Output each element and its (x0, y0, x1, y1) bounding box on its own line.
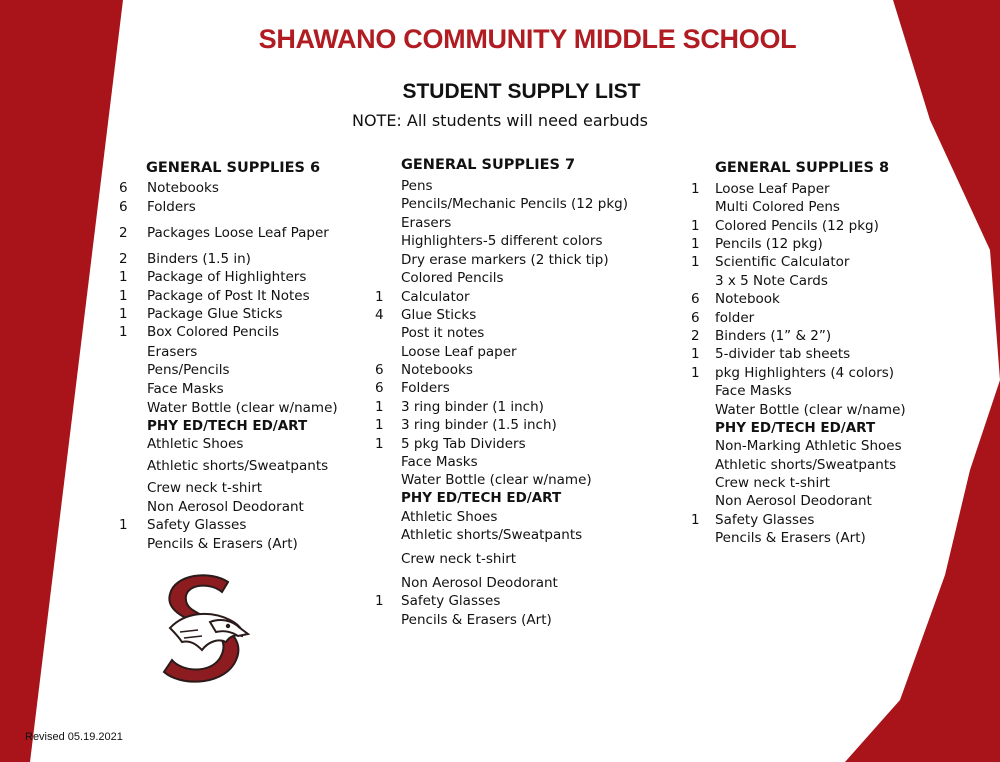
item-text: Non Aerosol Deodorant (147, 499, 304, 515)
item-quantity: 1 (691, 365, 700, 381)
item-text: 3 ring binder (1.5 inch) (401, 417, 557, 433)
item-text: Glue Sticks (401, 307, 477, 323)
item-text: Crew neck t-shirt (147, 480, 263, 496)
shawano-s-hawk-logo-icon (150, 572, 250, 684)
item-text: Athletic shorts/Sweatpants (401, 527, 583, 543)
item-text: Non Aerosol Deodorant (715, 493, 872, 509)
item-text: Colored Pencils (401, 270, 504, 286)
item-quantity: 1 (691, 236, 700, 252)
item-text: Pencils & Erasers (Art) (147, 536, 298, 552)
item-text: Pens/Pencils (147, 362, 230, 378)
item-text: Face Masks (147, 381, 224, 397)
item-quantity: 4 (375, 307, 384, 323)
item-text: Box Colored Pencils (147, 324, 279, 340)
item-text: Package of Post It Notes (147, 288, 310, 304)
section-subheading: PHY ED/TECH ED/ART (401, 490, 562, 506)
item-text: Pencils & Erasers (Art) (401, 612, 552, 628)
item-text: Calculator (401, 289, 470, 305)
item-text: Face Masks (401, 454, 478, 470)
item-text: Safety Glasses (147, 517, 247, 533)
item-quantity: 6 (375, 380, 384, 396)
item-text: 3 x 5 Note Cards (715, 273, 828, 289)
item-quantity: 1 (375, 417, 384, 433)
earbuds-note: NOTE: All students will need earbuds (351, 111, 649, 130)
item-quantity: 1 (375, 399, 384, 415)
school-name: SHAWANO COMMUNITY MIDDLE SCHOOL (258, 24, 797, 54)
item-quantity: 1 (691, 218, 700, 234)
item-text: Packages Loose Leaf Paper (147, 225, 329, 241)
item-text: Binders (1.5 in) (147, 251, 251, 267)
item-text: Pens (401, 178, 433, 194)
item-text: Athletic shorts/Sweatpants (715, 457, 897, 473)
item-quantity: 6 (119, 180, 128, 196)
item-text: Erasers (147, 344, 198, 360)
item-text: Binders (1” & 2”) (715, 328, 832, 344)
column-heading: GENERAL SUPPLIES 6 (146, 160, 321, 176)
item-quantity: 1 (691, 346, 700, 362)
item-text: Water Bottle (clear w/name) (147, 400, 338, 416)
item-quantity: 6 (375, 362, 384, 378)
item-text: Loose Leaf paper (401, 344, 517, 360)
item-text: Folders (147, 199, 196, 215)
item-quantity: 2 (119, 251, 128, 267)
item-text: Loose Leaf Paper (715, 181, 830, 197)
item-quantity: 6 (119, 199, 128, 215)
item-quantity: 1 (375, 593, 384, 609)
item-text: Crew neck t-shirt (401, 551, 517, 567)
item-quantity: 1 (691, 512, 700, 528)
item-text: Non-Marking Athletic Shoes (715, 438, 902, 454)
item-text: Athletic Shoes (401, 509, 498, 525)
item-quantity: 1 (375, 436, 384, 452)
item-quantity: 2 (119, 225, 128, 241)
item-quantity: 1 (119, 269, 128, 285)
item-text: Package of Highlighters (147, 269, 307, 285)
item-text: 3 ring binder (1 inch) (401, 399, 544, 415)
column-heading: GENERAL SUPPLIES 7 (401, 157, 576, 173)
item-quantity: 1 (691, 181, 700, 197)
item-quantity: 1 (119, 517, 128, 533)
list-title: STUDENT SUPPLY LIST (402, 80, 641, 103)
item-text: Athletic shorts/Sweatpants (147, 458, 329, 474)
column-heading: GENERAL SUPPLIES 8 (715, 160, 890, 176)
item-text: Dry erase markers (2 thick tip) (401, 252, 609, 268)
item-text: Safety Glasses (715, 512, 815, 528)
item-text: Pencils (12 pkg) (715, 236, 823, 252)
item-quantity: 1 (119, 306, 128, 322)
item-text: Athletic Shoes (147, 436, 244, 452)
item-text: Non Aerosol Deodorant (401, 575, 558, 591)
item-quantity: 1 (119, 288, 128, 304)
revised-date: Revised 05.19.2021 (25, 731, 123, 743)
item-quantity: 1 (119, 324, 128, 340)
item-text: Colored Pencils (12 pkg) (715, 218, 879, 234)
section-subheading: PHY ED/TECH ED/ART (715, 420, 876, 436)
item-text: Pencils/Mechanic Pencils (12 pkg) (401, 196, 628, 212)
item-text: Scientific Calculator (715, 254, 850, 270)
item-text: folder (715, 310, 755, 326)
item-text: Multi Colored Pens (715, 199, 840, 215)
item-text: Notebooks (147, 180, 219, 196)
item-text: Pencils & Erasers (Art) (715, 530, 866, 546)
item-text: Folders (401, 380, 450, 396)
item-text: 5 pkg Tab Dividers (401, 436, 526, 452)
item-quantity: 6 (691, 291, 700, 307)
item-text: Erasers (401, 215, 452, 231)
item-text: Post it notes (401, 325, 485, 341)
item-quantity: 1 (691, 254, 700, 270)
item-quantity: 1 (375, 289, 384, 305)
item-text: 5-divider tab sheets (715, 346, 851, 362)
item-quantity: 2 (691, 328, 700, 344)
item-text: Water Bottle (clear w/name) (401, 472, 592, 488)
item-text: Package Glue Sticks (147, 306, 283, 322)
item-text: Notebook (715, 291, 780, 307)
item-text: Crew neck t-shirt (715, 475, 831, 491)
section-subheading: PHY ED/TECH ED/ART (147, 418, 308, 434)
item-text: Safety Glasses (401, 593, 501, 609)
item-text: Highlighters-5 different colors (401, 233, 603, 249)
item-quantity: 6 (691, 310, 700, 326)
item-text: Water Bottle (clear w/name) (715, 402, 906, 418)
item-text: pkg Highlighters (4 colors) (715, 365, 895, 381)
item-text: Face Masks (715, 383, 792, 399)
item-text: Notebooks (401, 362, 473, 378)
